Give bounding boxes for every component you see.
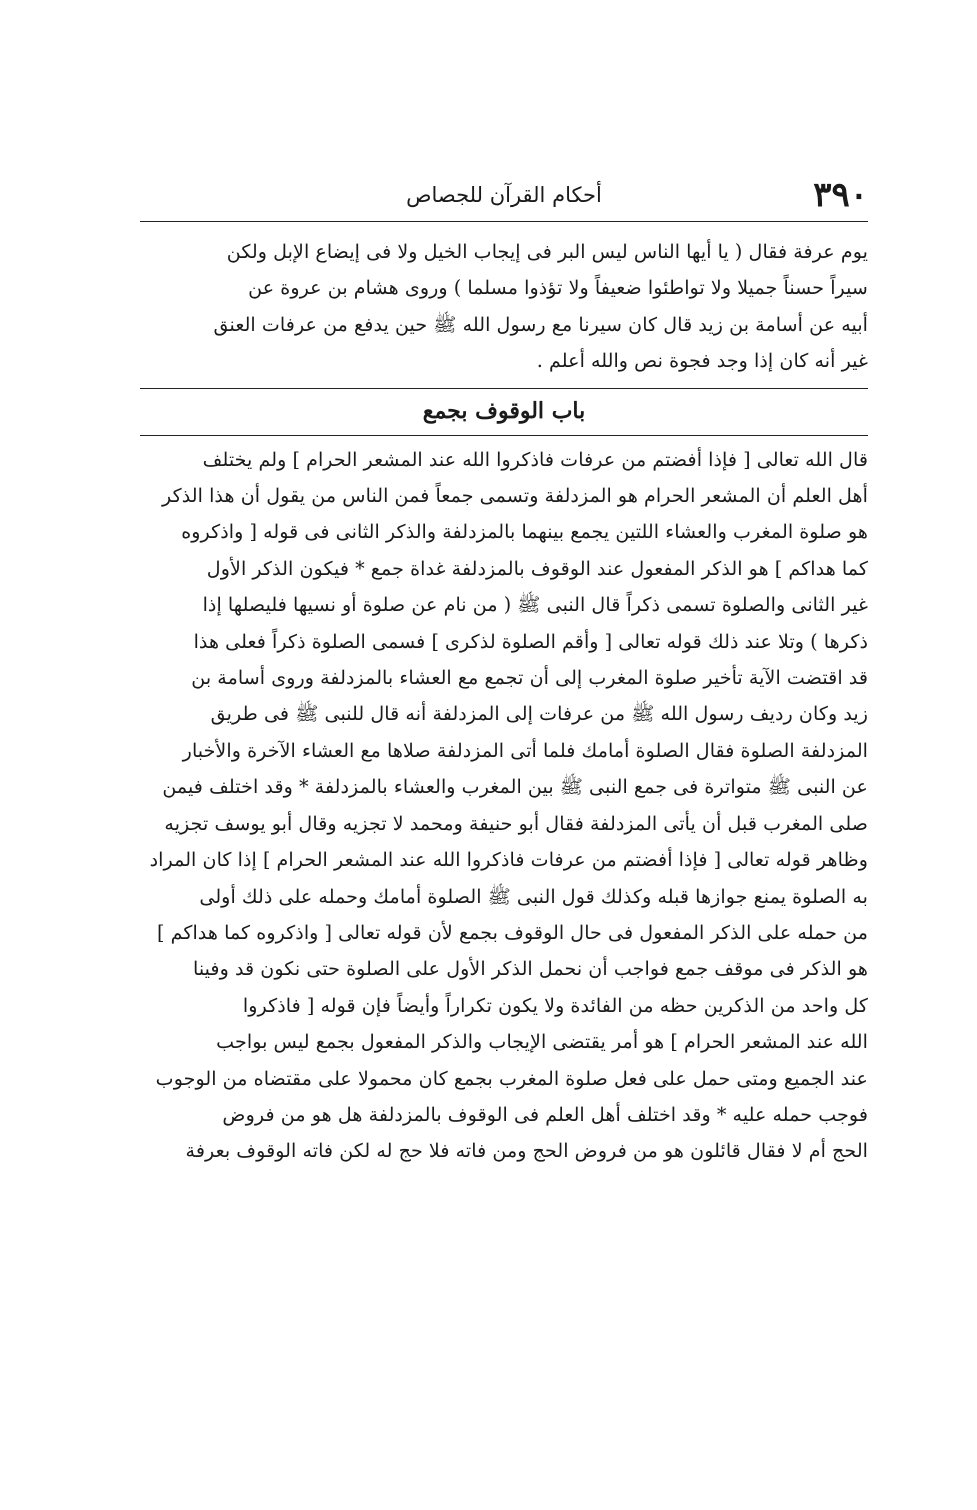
section-rule-bottom xyxy=(140,435,868,436)
text-line: الحج أم لا فقال قائلون هو من فروض الحج ومن فاته فلا حج له لكن فاته الوقوف بعرفة xyxy=(185,1139,868,1163)
running-header xyxy=(140,175,868,215)
section-title: باب الوقوف بجمع xyxy=(422,397,586,424)
text-line: هو الذكر فى موقف جمع فواجب أن نحمل الذكر الأول على الصلوة حتى نكون قد وفينا xyxy=(192,957,868,981)
text-line: غير أنه كان إذا وجد فجوة نص والله أعلم . xyxy=(536,349,868,373)
text-line: أبيه عن أسامة بن زيد قال كان سيرنا مع رسول الله ﷺ حين يدفع من عرفات العنق xyxy=(213,312,868,336)
passage-one xyxy=(140,234,868,380)
text-line: صلى المغرب قبل أن يأتى المزدلفة فقال أبو حنيفة ومحمد لا تجزيه وقال أبو يوسف تجزيه xyxy=(164,811,868,835)
text-line: كما هداكم ] هو الذكر المفعول عند الوقوف بالمزدلفة غداة جمع * فيكون الذكر الأول xyxy=(206,556,868,580)
text-line: الله عند المشعر الحرام ] هو أمر يقتضى الإيجاب والذكر المفعول بجمع ليس بواجب xyxy=(216,1030,868,1054)
text-line: عند الجميع ومتى حمل على فعل صلوة المغرب بجمع كان محمولا على مقتضاه من الوجوب xyxy=(155,1066,868,1090)
text-line: غير الثانى والصلوة تسمى ذكراً قال النبى ﷺ ( من نام عن صلوة أو نسيها فليصلها إذا xyxy=(202,593,868,617)
text-line: قال الله تعالى [ فإذا أفضتم من عرفات فاذكروا الله عند المشعر الحرام ] ولم يختلف xyxy=(202,447,868,471)
section-heading-block xyxy=(140,388,868,436)
text-line: كل واحد من الذكرين حظه من الفائدة ولا يكون تكراراً وأيضاً فإن قوله [ فاذكروا xyxy=(242,993,868,1017)
text-line: سيراً حسناً جميلا ولا تواطئوا ضعيفاً ولا تؤذوا مسلما ) وروى هشام بن عروة عن xyxy=(248,276,868,300)
text-line: به الصلوة يمنع جوازها قبله وكذلك قول النبى ﷺ الصلوة أمامك وحمله على ذلك أولى xyxy=(199,884,868,908)
text-line: عن النبى ﷺ متواترة فى جمع النبى ﷺ بين المغرب والعشاء بالمزدلفة * وقد اختلف فيمن xyxy=(162,775,868,799)
text-line: المزدلفة الصلوة فقال الصلوة أمامك فلما أتى المزدلفة صلاها مع العشاء الآخرة والأخبار xyxy=(182,738,868,762)
text-line: هو صلوة المغرب والعشاء اللتين يجمع بينهما بالمزدلفة والذكر الثانى فى قوله [ واذكروه xyxy=(181,520,868,544)
page-number: ٣٩٠ xyxy=(813,175,868,215)
book-title: أحكام القرآن للجصاص xyxy=(406,183,602,207)
text-line: يوم عرفة فقال ( يا أيها الناس ليس البر فى إيجاب الخيل ولا فى إيضاع الإبل ولكن xyxy=(226,240,868,263)
header-rule xyxy=(140,221,868,222)
text-line: وظاهر قوله تعالى [ فإذا أفضتم من عرفات فاذكروا الله عند المشعر الحرام ] إذا كان المراد xyxy=(149,848,868,872)
passage-two xyxy=(140,442,868,1170)
section-rule-top xyxy=(140,388,868,389)
text-line: من حمله على الذكر المفعول فى حال الوقوف بجمع لأن قوله تعالى [ واذكروه كما هداكم ] xyxy=(156,920,868,944)
text-line: زيد وكان رديف رسول الله ﷺ من عرفات إلى المزدلفة أنه قال للنبى ﷺ فى طريق xyxy=(210,702,868,726)
text-line: فوجب حمله عليه * وقد اختلف أهل العلم فى الوقوف بالمزدلفة هل هو من فروض xyxy=(222,1102,868,1126)
text-line: قد اقتضت الآية تأخير صلوة المغرب إلى أن تجمع مع العشاء بالمزدلفة وروى أسامة بن xyxy=(191,666,868,690)
text-line: أهل العلم أن المشعر الحرام هو المزدلفة وتسمى جمعاً فمن الناس من يقول أن هذا الذكر xyxy=(162,484,868,508)
text-line: ذكرها ) وتلا عند ذلك قوله تعالى [ وأقم الصلوة لذكرى ] فسمى الصلوة ذكراً فعلى هذا xyxy=(193,629,868,653)
book-page xyxy=(140,175,868,1170)
